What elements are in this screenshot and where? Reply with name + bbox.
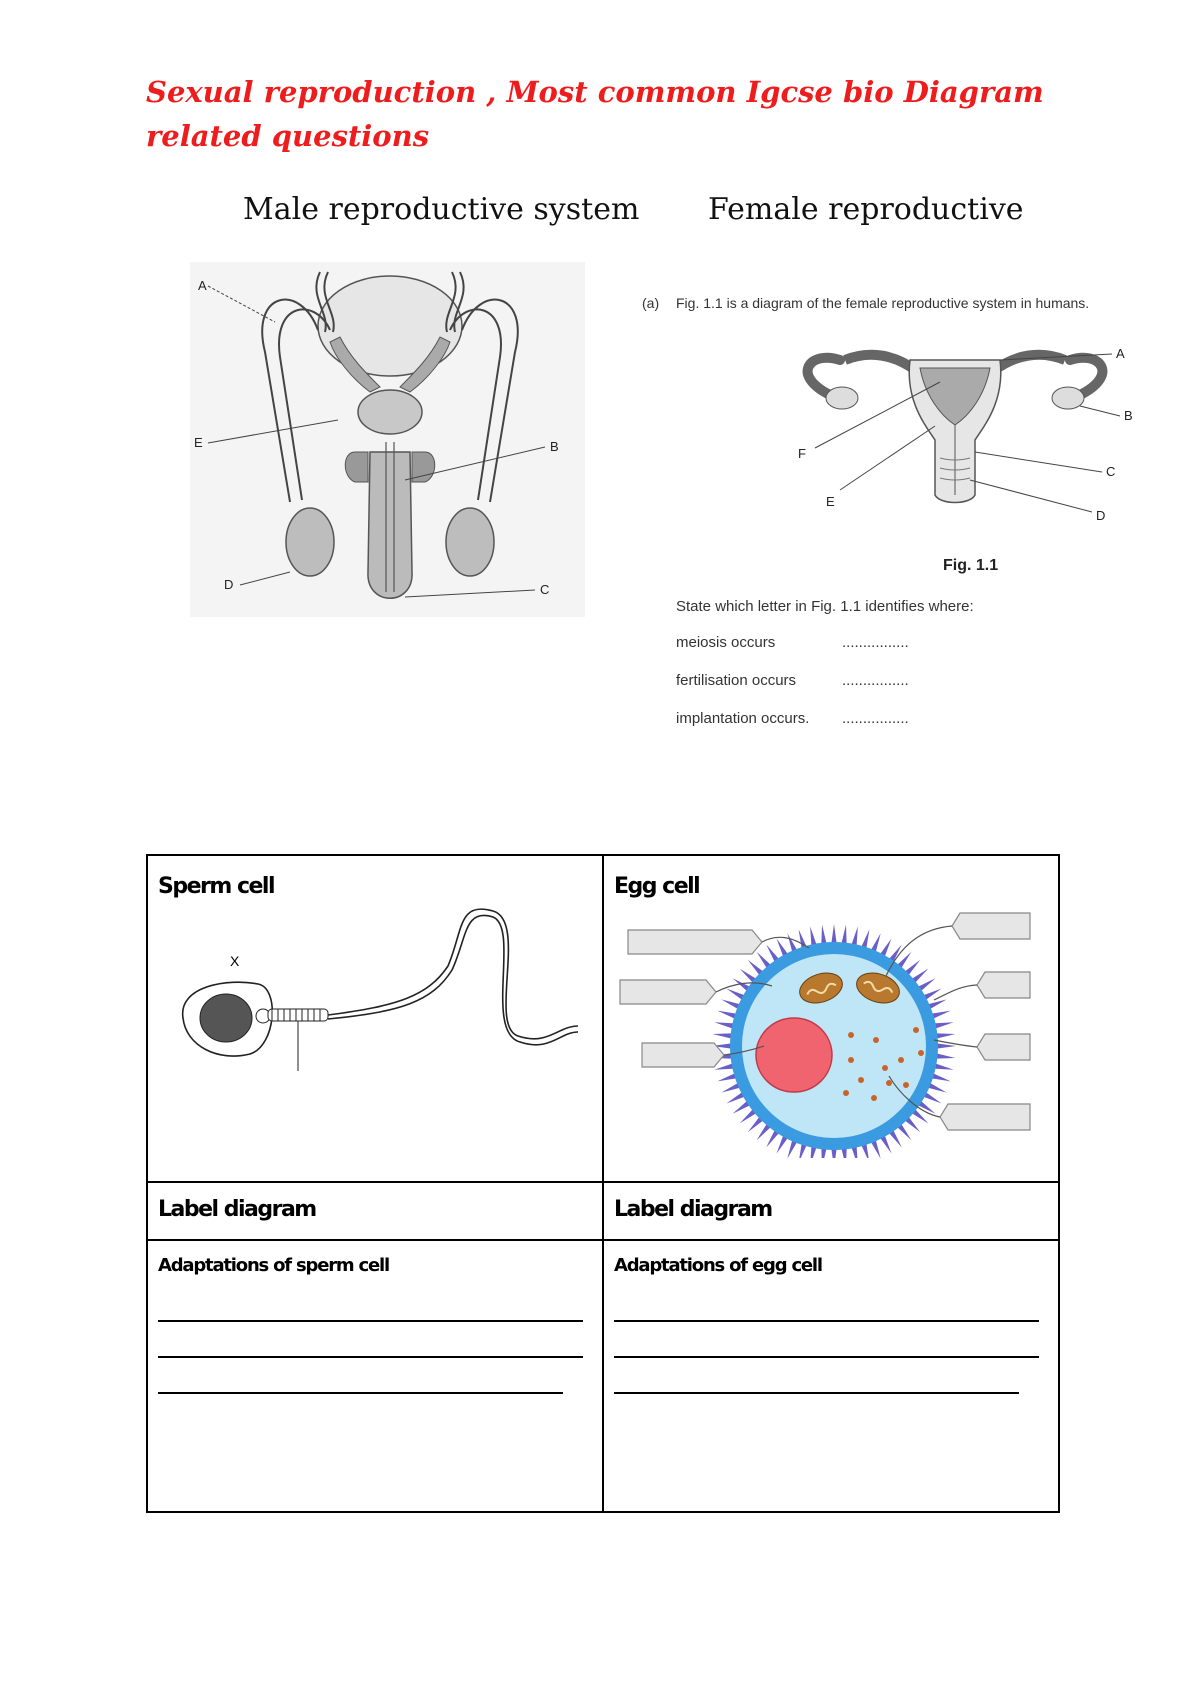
sperm-cell-title: Sperm cell bbox=[158, 874, 274, 899]
writing-line[interactable] bbox=[158, 1356, 583, 1358]
female-reproductive-diagram bbox=[790, 330, 1140, 530]
page-title: Sexual reproduction , Most common Igcse bio Diagram related questions bbox=[146, 75, 1044, 153]
female-label-a: A bbox=[1116, 346, 1125, 361]
answer-blank-implantation[interactable]: ................ bbox=[842, 710, 909, 727]
writing-line[interactable] bbox=[158, 1392, 563, 1394]
figure-caption: Fig. 1.1 bbox=[943, 557, 999, 574]
writing-line[interactable] bbox=[614, 1320, 1039, 1322]
sperm-label-x: X bbox=[230, 953, 240, 969]
male-label-a: A bbox=[198, 278, 207, 293]
adaptations-egg-cell bbox=[603, 1240, 1059, 1512]
writing-line[interactable] bbox=[158, 1320, 583, 1322]
female-question: State which letter in Fig. 1.1 identifies where: bbox=[676, 598, 974, 615]
female-label-c: C bbox=[1106, 464, 1116, 479]
label-diagram-left-cell bbox=[147, 1182, 603, 1240]
female-label-d: D bbox=[1096, 508, 1106, 523]
male-label-e: E bbox=[194, 435, 203, 450]
label-diagram-right: Label diagram bbox=[614, 1197, 772, 1222]
answer-blank-meiosis[interactable]: ................ bbox=[842, 634, 909, 651]
sperm-cell-panel bbox=[147, 855, 603, 1182]
female-label-b: B bbox=[1124, 408, 1133, 423]
label-diagram-left: Label diagram bbox=[158, 1197, 316, 1222]
adaptations-sperm-cell bbox=[147, 1240, 603, 1512]
female-label-e: E bbox=[826, 494, 835, 509]
male-label-b: B bbox=[550, 439, 559, 454]
egg-nucleus bbox=[756, 1018, 832, 1092]
question-item-fertilisation: fertilisation occurs bbox=[676, 672, 797, 689]
female-heading: Female reproductive bbox=[708, 192, 1024, 227]
female-question-marker: (a) bbox=[642, 295, 660, 311]
female-label-f: F bbox=[798, 446, 806, 461]
question-item-implantation: implantation occurs. bbox=[676, 710, 810, 727]
writing-line[interactable] bbox=[614, 1392, 1019, 1394]
question-item-meiosis: meiosis occurs bbox=[676, 634, 776, 651]
male-label-c: C bbox=[540, 582, 550, 597]
adaptations-sperm-title: Adaptations of sperm cell bbox=[158, 1255, 389, 1276]
adaptations-egg-title: Adaptations of egg cell bbox=[614, 1255, 822, 1276]
male-reproductive-diagram bbox=[190, 262, 585, 617]
writing-line[interactable] bbox=[614, 1356, 1039, 1358]
cell-worksheet-table bbox=[146, 854, 1060, 1513]
sperm-cell-diagram bbox=[168, 906, 588, 1126]
egg-cell-panel bbox=[603, 855, 1059, 1182]
female-question-intro: Fig. 1.1 is a diagram of the female reproductive system in humans. bbox=[676, 295, 1090, 311]
egg-cell-title: Egg cell bbox=[614, 874, 700, 899]
answer-blank-fertilisation[interactable]: ................ bbox=[842, 672, 909, 689]
male-heading: Male reproductive system bbox=[243, 192, 640, 227]
male-label-d: D bbox=[224, 577, 234, 592]
label-diagram-right-cell bbox=[603, 1182, 1059, 1240]
egg-cell-diagram bbox=[614, 908, 1054, 1158]
